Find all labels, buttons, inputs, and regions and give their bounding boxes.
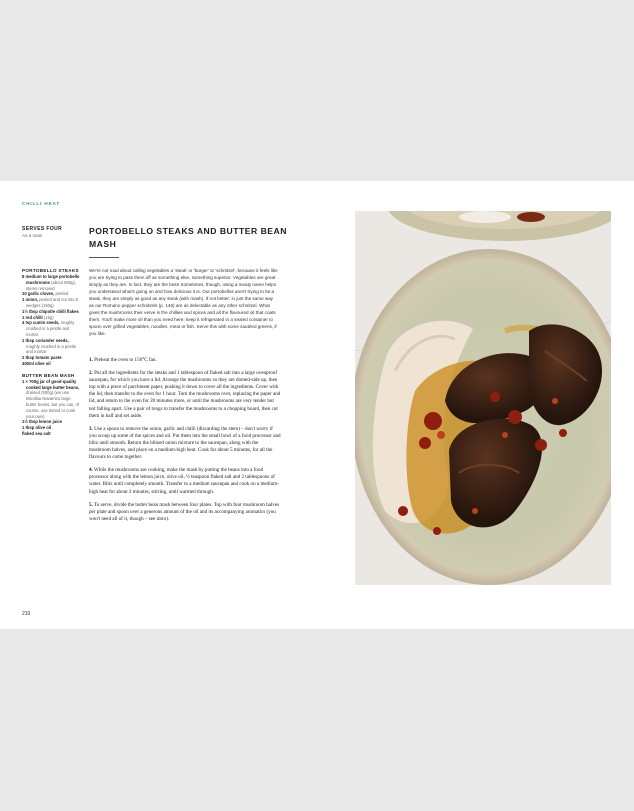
ingredient-item	[22, 379, 80, 420]
ingredient-item	[22, 320, 80, 337]
ingredient-note: (15g)	[42, 314, 54, 320]
ingredient-amount: 1 × 700g jar of good-quality cooked large butter beans,	[22, 378, 80, 390]
step-text: Put all the ingredients for the steaks and 1 tablespoon of flaked salt into a large ovenproof saucepan, for which you have a lid. Arrange the mushrooms so they are domed-side up, then top with a piece of parchment paper, pushing it down to cover all the ingredients. Cover with the lid, then transfer to the oven for 1 hour. Turn the mushrooms over, replacing the paper and lid, and return to the oven for 20 minutes more, or until the mushrooms are very tender but not falling apart. Use a pair of tongs to transfer the mushrooms to a chopping board, then cut them in half and set aside.	[89, 370, 281, 419]
ingredient-item	[22, 361, 80, 367]
ingredient-note: peeled and cut into 6 wedges (150g)	[26, 297, 79, 308]
step-number: 3.	[89, 425, 93, 432]
method-steps	[89, 357, 281, 529]
ingredient-note: roughly crushed in a pestle and mortar	[26, 320, 75, 337]
ingredient-group-heading: PORTOBELLO STEAKS	[22, 268, 79, 273]
ingredient-amount: 2 tbsp tomato paste	[22, 355, 62, 361]
step-number: 4.	[89, 467, 93, 474]
ingredient-amount: 1 onion,	[22, 297, 39, 303]
step-number: 2.	[89, 370, 93, 377]
step-number: 1.	[89, 357, 93, 363]
ingredient-amount: 4 tsp cumin seeds,	[22, 320, 60, 326]
ingredient-amount: 1½ tbsp lemon juice	[22, 419, 63, 425]
recipe-title: PORTOBELLO STEAKS AND BUTTER BEAN MASH	[89, 226, 287, 249]
ingredients-column	[22, 268, 80, 437]
chapter-header: CHILLI HEAT	[22, 201, 61, 206]
ingredient-note: drained (500g) (we use Brindisa Navarrico large butter beans, but you can, of course, use tinned or cook your own)	[26, 390, 80, 419]
method-step	[89, 426, 281, 461]
ingredient-note: (about 650g), stems removed	[26, 279, 77, 291]
serves-title: SERVES FOUR	[22, 226, 63, 232]
ingredient-amount: 400ml olive oil	[22, 360, 51, 366]
ingredient-amount: flaked sea salt	[22, 430, 51, 436]
step-text: While the mushrooms are cooking, make the mash by putting the beans into a food processor along with the lemon juice, olive oil, ½ teaspoon flaked salt and 2 tablespoons of water. Blitz until completely smooth. Transfer to a medium saucepan and cook on a medium-high heat for about 3 minutes, stirring, until warmed through.	[89, 467, 279, 495]
ingredient-list	[22, 274, 80, 367]
method-step	[89, 467, 281, 495]
ingredient-amount: 8 medium to large portobello mushrooms	[22, 274, 80, 285]
step-text: Use a spoon to remove the onion, garlic and chilli (discarding the stem) – don't worry if you scoop up some of the spices and oil. Put them into the small bowl of a food processor and blitz until smooth. Return the blitzed onion mixture to the saucepan, along with the mushroom halves, and place on a medium-high heat. Cook for about 5 minutes, for all the flavours to come together.	[89, 425, 281, 461]
step-number: 5.	[89, 501, 93, 508]
ingredient-item	[22, 431, 80, 437]
ingredient-item	[22, 338, 80, 355]
title-divider	[89, 257, 119, 258]
ingredient-item	[22, 297, 80, 309]
ingredient-list	[22, 379, 80, 437]
step-text: To serve, divide the butter bean mash between four plates. Top with four mushroom halves per plate and spoon over a generous amount of the oil and its accompanying aromatics (you won't need all of it, though – see intro).	[89, 501, 280, 522]
method-step	[89, 502, 281, 523]
ingredient-amount: 1 red chilli	[22, 314, 43, 320]
ingredient-note: roughly crushed in a pestle and mortar	[26, 343, 77, 355]
method-step	[89, 357, 281, 364]
recipe-intro: We're not mad about calling vegetables a 'steak' or 'burger' or 'schnitzel', because it feels like you are trying to pass them off as something else, something superior. Vegetables are great simply as they are. In fact, they are the best! Sometimes, though, using a meaty name helps you understand what's going on and how delicious it is. Our portobellos aren't trying to be a steak, they are simply as good as any steak (with mash). If not better; in just the same way as our Romano pepper schnitzels (p. 146) are as delectable as any other schnitzel. What gives the mushrooms their verve is the chillies and spices and all the flavoured oil that coats them. You'll make more oil than you need here; keep it refrigerated in a sealed container to spoon over grilled vegetables, noodles, meat or fish. Serve this with some sautéed greens, if you like.	[89, 268, 278, 336]
method-step	[89, 370, 281, 420]
ingredient-item	[22, 274, 80, 291]
ingredient-amount: 1½ tbsp chipotle chilli flakes	[22, 308, 79, 314]
ingredient-amount: 1 tbsp olive oil	[22, 425, 52, 431]
step-text: Preheat the oven to 150°C fan.	[92, 357, 157, 363]
ingredient-note: peeled	[54, 291, 69, 297]
ingredient-amount: 1 tbsp coriander seeds,	[22, 337, 69, 343]
ingredient-group-heading: BUTTER BEAN MASH	[22, 372, 75, 378]
ingredient-amount: 10 garlic cloves,	[22, 291, 55, 297]
page-number: 210	[22, 611, 31, 617]
dish-photo	[355, 211, 611, 585]
book-page	[0, 181, 634, 629]
serves-subtitle: As a main	[22, 233, 43, 238]
